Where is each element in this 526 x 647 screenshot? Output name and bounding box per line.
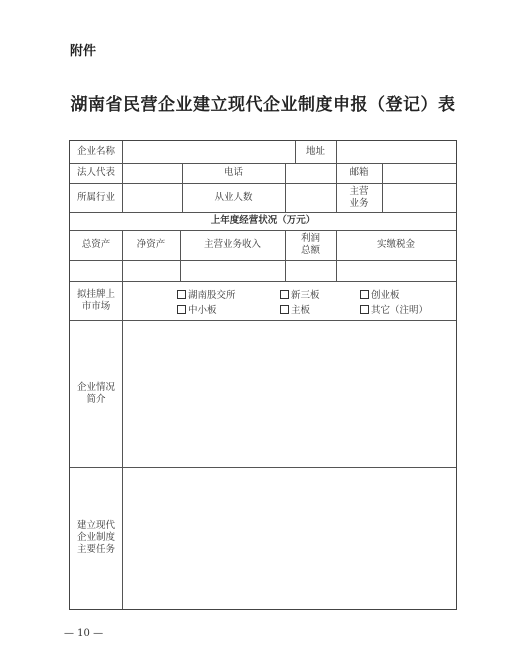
attachment-label: 附件: [70, 44, 97, 59]
main-revenue-value[interactable]: [180, 260, 285, 281]
main-tasks-label-line2: 企业制度: [76, 532, 115, 543]
option-neeq[interactable]: [280, 287, 320, 301]
application-form-table: [69, 140, 457, 610]
profit-header-line1: 利润: [300, 233, 320, 244]
phone-value[interactable]: [285, 163, 336, 183]
listing-market-label-line1: 拟挂牌上: [76, 288, 115, 300]
industry-label: 所属行业: [76, 191, 115, 203]
checkbox-icon: [177, 290, 186, 299]
option-label: 湖南股交所: [188, 290, 236, 301]
address-label: 地址: [305, 146, 325, 157]
option-main-board[interactable]: [280, 302, 310, 316]
legal-rep-label: 法人代表: [76, 167, 115, 178]
option-label: 中小板: [188, 305, 217, 316]
checkbox-icon: [360, 305, 369, 314]
net-assets-value[interactable]: [122, 260, 180, 281]
main-revenue-header: 主营业务收入: [203, 239, 261, 250]
option-label: 主板: [291, 305, 311, 316]
main-tasks-label-line3: 主要任务: [76, 544, 115, 555]
form-title: 湖南省民营企业建立现代企业制度申报（登记）表: [70, 95, 456, 115]
total-assets-header: 总资产: [81, 239, 111, 250]
checkbox-icon: [360, 290, 369, 299]
net-assets-header: 净资产: [136, 239, 166, 250]
main-business-label-line2: 业务: [349, 197, 369, 209]
company-profile-label-line2: 简介: [86, 393, 106, 405]
option-other[interactable]: [360, 302, 428, 316]
legal-rep-value[interactable]: [122, 163, 182, 183]
email-label: 邮箱: [349, 167, 369, 178]
checkbox-icon: [177, 305, 186, 314]
company-name-value[interactable]: [122, 141, 295, 163]
taxes-value[interactable]: [336, 260, 456, 281]
profit-value[interactable]: [285, 260, 336, 281]
option-label: 新三板: [291, 290, 320, 301]
page-number: — 10 —: [64, 628, 104, 639]
main-tasks-value[interactable]: [122, 467, 456, 609]
industry-value[interactable]: [122, 183, 182, 212]
checkbox-icon: [280, 305, 289, 314]
option-label: 创业板: [371, 290, 400, 301]
option-sme-board[interactable]: [177, 302, 217, 316]
company-profile-value[interactable]: [122, 320, 456, 467]
total-assets-value[interactable]: [70, 260, 122, 281]
taxes-header: 实缴税金: [376, 239, 415, 250]
option-hunan-equity-exchange[interactable]: [177, 287, 236, 301]
phone-label: 电话: [223, 167, 243, 178]
employees-label: 从业人数: [214, 191, 253, 203]
profit-header: [285, 230, 336, 260]
employees-value[interactable]: [285, 183, 336, 212]
company-name-label: 企业名称: [76, 146, 115, 157]
option-chinext[interactable]: [360, 287, 400, 301]
checkbox-icon: [280, 290, 289, 299]
main-tasks-label: [70, 467, 122, 609]
main-tasks-label-line1: 建立现代: [76, 520, 115, 531]
email-value[interactable]: [382, 163, 456, 183]
finance-section-header: 上年度经营状况（万元）: [210, 215, 316, 226]
option-label: 其它（注明）: [371, 305, 429, 316]
main-business-label-line1: 主营: [349, 185, 369, 197]
main-business-label: [336, 183, 382, 212]
address-value[interactable]: [336, 141, 456, 163]
profit-header-line2: 总额: [300, 245, 320, 256]
listing-market-label: [70, 281, 122, 320]
main-business-value[interactable]: [382, 183, 456, 212]
company-profile-label: [70, 320, 122, 467]
company-profile-label-line1: 企业情况: [76, 381, 115, 393]
listing-market-label-line2: 市市场: [81, 300, 111, 312]
